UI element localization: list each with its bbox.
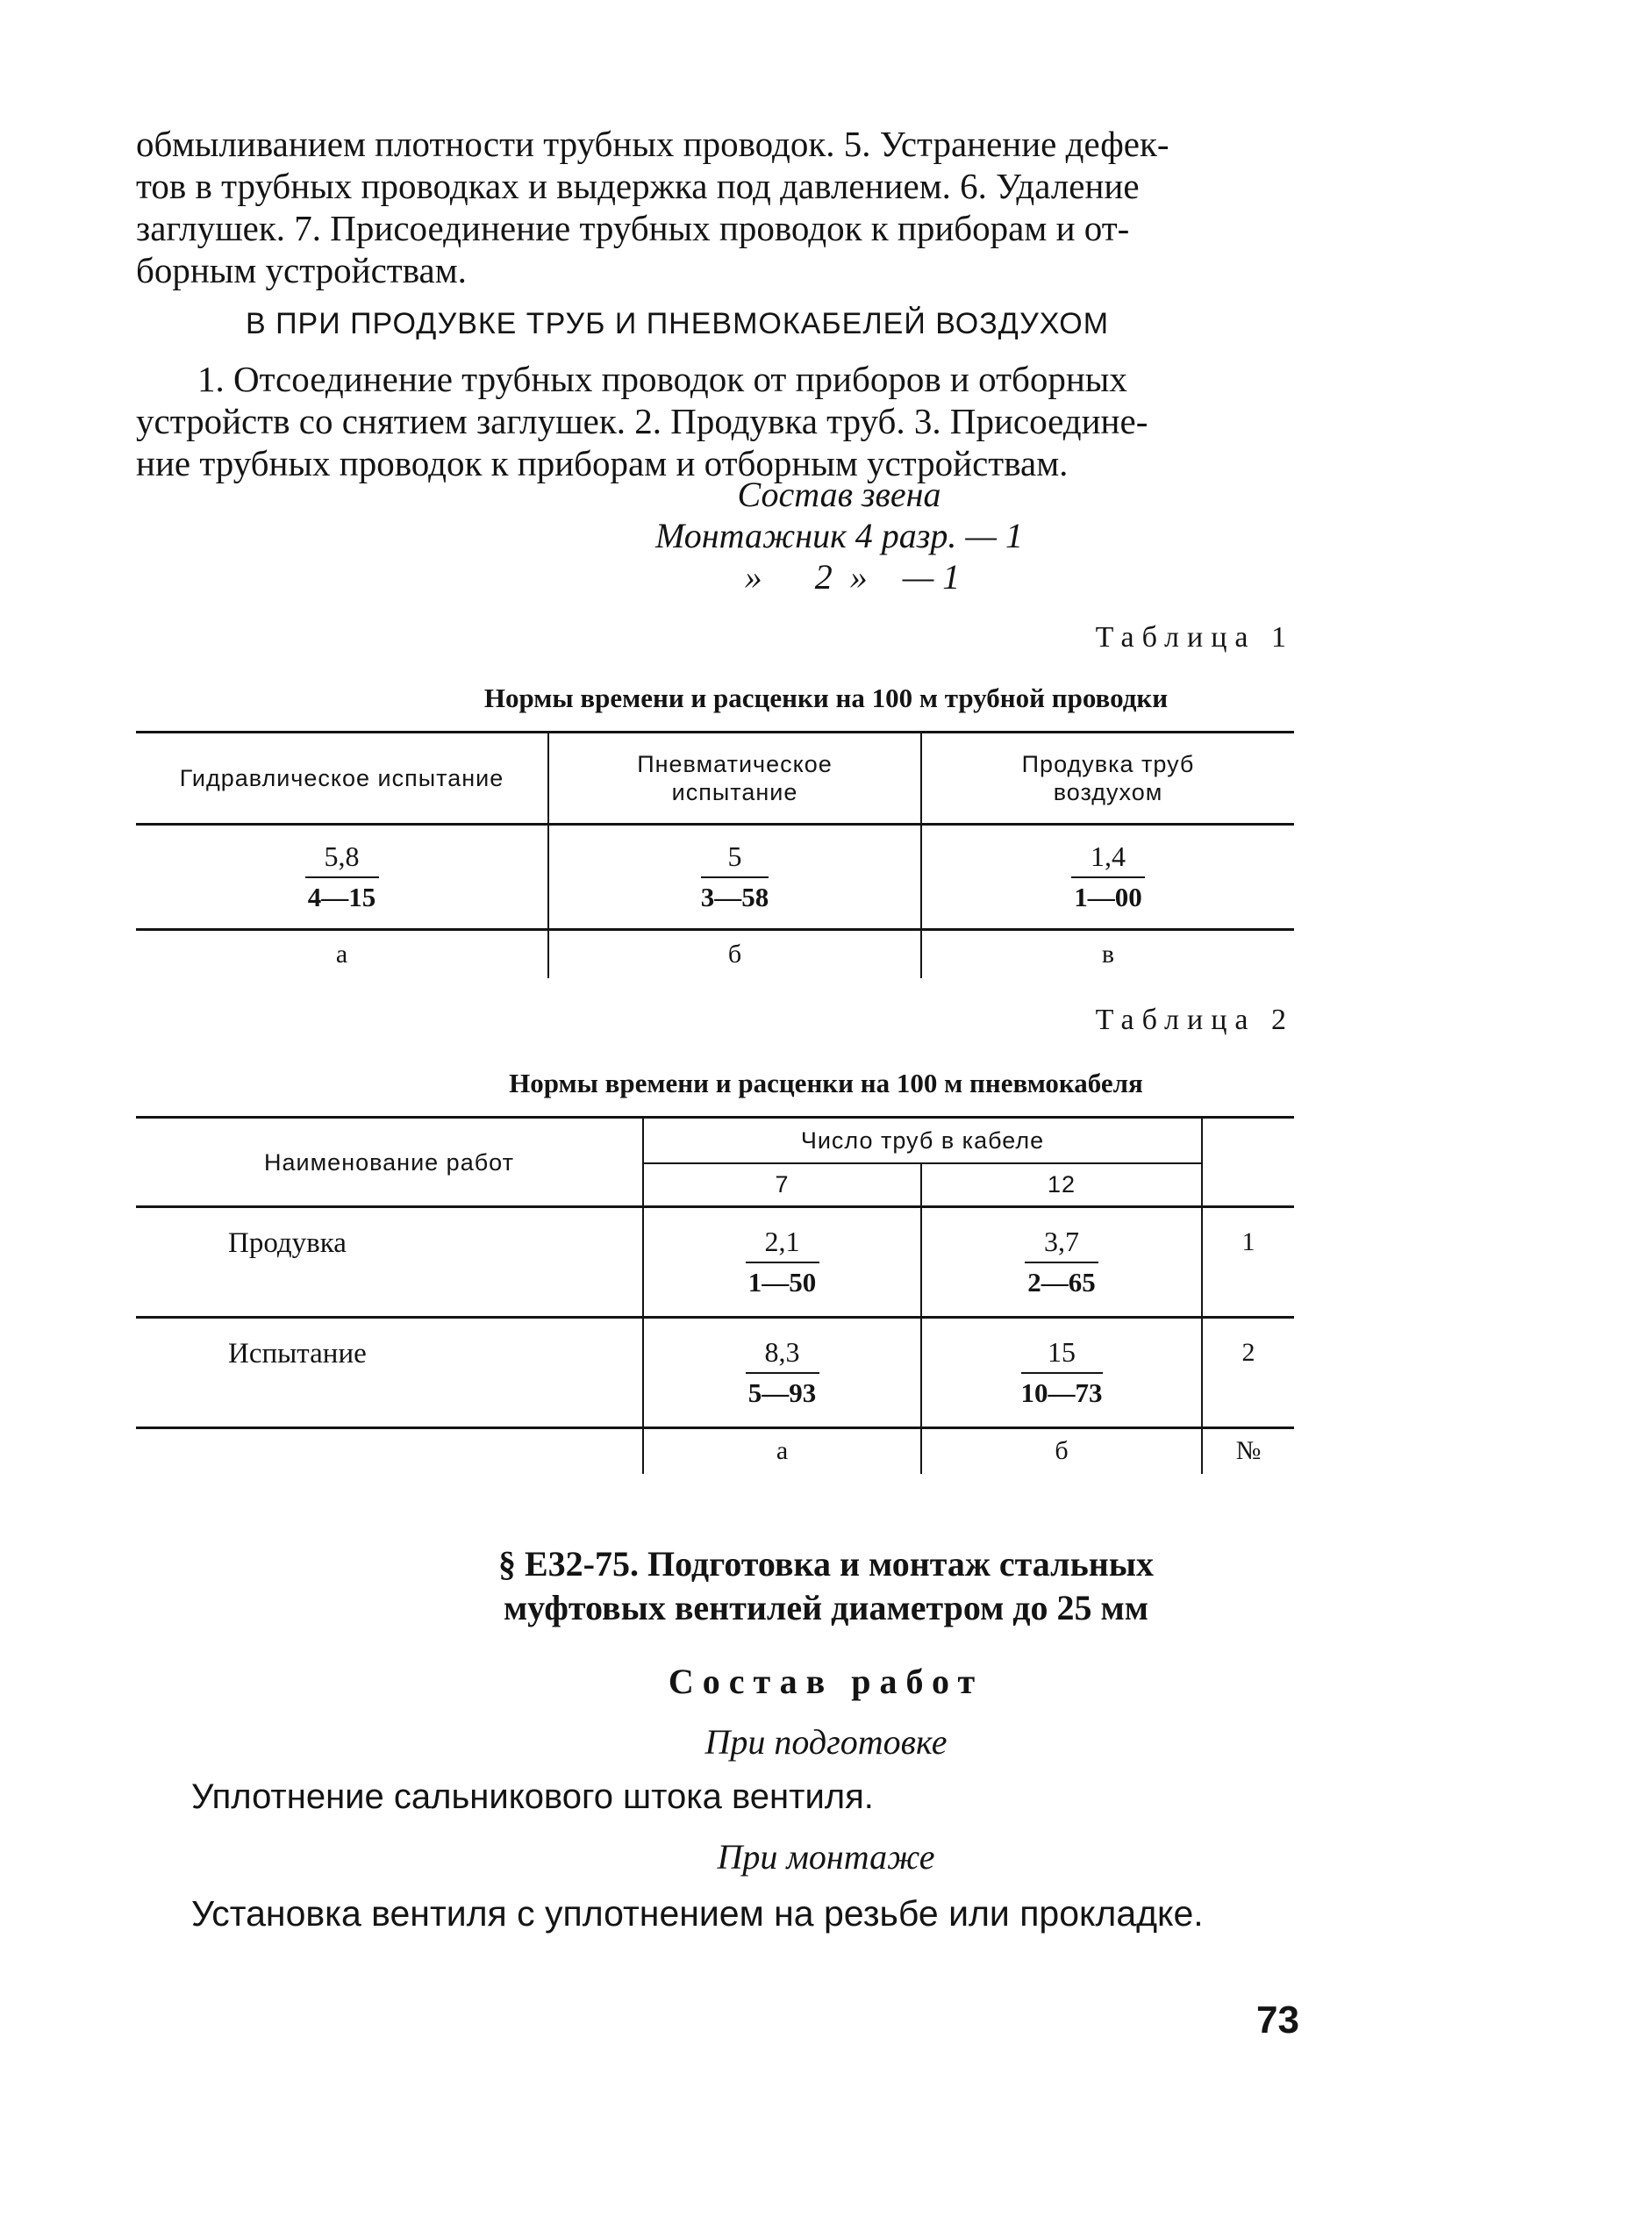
table2-cell (921, 1207, 1202, 1318)
table1-values-row (136, 825, 1294, 930)
table2-label: Таблица 2 (1095, 1004, 1294, 1036)
section-title-line-1: § Е32-75. Подготовка и монтаж стальных (497, 1544, 1155, 1584)
crew-title: Состав звена (737, 475, 941, 514)
table2-cell (643, 1207, 921, 1318)
price-value: 1—50 (747, 1267, 817, 1298)
crew-row-2: » 2 » — 1 (744, 557, 961, 597)
table2-header-empty (1202, 1118, 1294, 1207)
table2-row-number: 2 (1241, 1338, 1255, 1367)
table2-footer-b: б (921, 1428, 1202, 1474)
table1-header-hydraulic: Гидравлическое испытание (136, 733, 548, 825)
table2-header-group: Число труб в кабеле (643, 1118, 1202, 1163)
mount-heading: При монтаже (717, 1837, 935, 1877)
section-v-line-2: устройств со снятием заглушек. 2. Продувка труб. 3. Присоедине- (136, 401, 1148, 441)
price-value: 4—15 (307, 882, 376, 912)
table1-letter-c: в (1101, 939, 1115, 969)
intro-line-4: борным устройствам. (136, 250, 467, 290)
mount-text: Установка вентиля с уплотнением на резьбе или прокладке. (191, 1893, 1204, 1934)
price-value: 3—58 (700, 882, 769, 912)
table2-footer-empty (136, 1428, 643, 1474)
price-value: 2—65 (1027, 1267, 1096, 1298)
table1-header-pneumatic: Пневматическое испытание (548, 733, 921, 825)
table2-header-12: 12 (921, 1163, 1202, 1207)
fraction (305, 840, 379, 913)
prep-text: Уплотнение сальникового штока вентиля. (191, 1777, 874, 1816)
table2-header-row-1 (136, 1118, 1294, 1163)
fraction (746, 1226, 819, 1298)
table2-row-name: Продувка (136, 1207, 643, 1318)
norm-value: 2,1 (746, 1226, 819, 1263)
table1-cell-b (548, 825, 921, 930)
norm-value: 3,7 (1025, 1226, 1098, 1263)
intro-line-3: заглушек. 7. Присоединение трубных проводок к приборам и от- (136, 208, 1130, 248)
table2-row-name: Испытание (136, 1318, 643, 1428)
table2-footer-number-sign: № (1235, 1436, 1262, 1466)
table1-letter-a: а (136, 930, 548, 978)
norm-value: 8,3 (746, 1336, 819, 1374)
table2-header-name: Наименование работ (136, 1118, 643, 1207)
section-v-paragraph (136, 358, 1294, 484)
table2-row-number: 1 (1241, 1227, 1255, 1256)
table2-cell (921, 1318, 1202, 1428)
table2-row-blowing (136, 1207, 1294, 1318)
section-v-line-3: ние трубных проводок к приборам и отборным устройствам. (136, 443, 1069, 483)
section-v-heading: В ПРИ ПРОДУВКЕ ТРУБ И ПНЕВМОКАБЕЛЕЙ ВОЗДУХОМ (246, 307, 1110, 340)
norm-value: 5,8 (305, 840, 379, 878)
intro-line-1: обмыливанием плотности трубных проводок. 5. Устранение дефек- (136, 124, 1169, 164)
fraction (1071, 840, 1145, 913)
works-heading: Состав работ (668, 1662, 984, 1701)
table1-label: Таблица 1 (1095, 621, 1294, 654)
table1-letter-b: б (548, 930, 921, 978)
table1-title: Нормы времени и расценки на 100 м трубной проводки (483, 683, 1169, 713)
crew-row-1: Монтажник 4 разр. — 1 (655, 516, 1023, 555)
fraction (746, 1336, 819, 1409)
table2-footer-a: а (643, 1428, 921, 1474)
section-title-line-2: муфтовых вентилей диаметром до 25 мм (503, 1588, 1149, 1627)
table1-header-row (136, 733, 1294, 825)
intro-paragraph (136, 123, 1294, 291)
norm-value: 5 (701, 840, 769, 878)
table1-cell-a (136, 825, 548, 930)
table1-letters-row (136, 930, 1294, 978)
price-value: 5—93 (747, 1377, 817, 1408)
fraction (701, 840, 769, 913)
intro-line-2: тов в трубных проводках и выдержка под давлением. 6. Удаление (136, 166, 1140, 206)
table2-footer-row (136, 1428, 1294, 1474)
table2-title: Нормы времени и расценки на 100 м пневмокабеля (509, 1068, 1143, 1098)
section-v-line-1: 1. Отсоединение трубных проводок от приборов и отборных (197, 359, 1127, 399)
table1-cell-c (921, 825, 1294, 930)
norm-value: 15 (1021, 1336, 1103, 1374)
table1-header-blowing: Продувка труб воздухом (1021, 751, 1195, 805)
page-number: 73 (1256, 1999, 1299, 2042)
price-value: 1—00 (1074, 882, 1142, 912)
fraction (1025, 1226, 1098, 1298)
price-value: 10—73 (1020, 1377, 1103, 1408)
table2-row-testing (136, 1318, 1294, 1428)
table2-header-7: 7 (643, 1163, 921, 1207)
table1 (136, 731, 1294, 978)
table2-cell (643, 1318, 921, 1428)
prep-heading: При подготовке (704, 1722, 948, 1762)
table2 (136, 1116, 1294, 1474)
fraction (1021, 1336, 1103, 1409)
norm-value: 1,4 (1071, 840, 1145, 878)
